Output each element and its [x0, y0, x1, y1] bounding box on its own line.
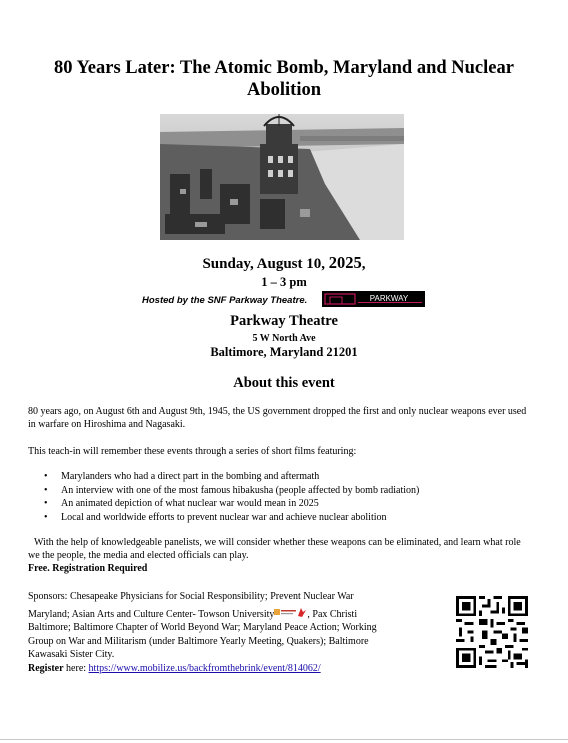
sponsors-line: Sponsors: Chesapeake Physicians for Social Responsibility; Prevent Nuclear War — [28, 591, 354, 602]
register-label: Register — [28, 662, 64, 674]
about-heading: About this event — [233, 375, 335, 391]
sponsors-line: Group on War and Militarism (under Baltimore Yearly Meeting, Quakers); Baltimore — [28, 635, 369, 647]
list-item-text: An animated depiction of what nuclear war would mean in 2025 — [61, 498, 319, 509]
hiroshima-ruins-photo — [160, 114, 404, 240]
event-date-suffix: , — [361, 256, 366, 272]
sponsors-line — [28, 607, 528, 622]
sponsors-line: Kawasaki Sister City. — [28, 649, 115, 660]
parkway-logo-text: PARKWAY — [369, 294, 409, 303]
venue-street: 5 W North Ave — [252, 333, 316, 344]
pax-christi-dove-icon — [296, 607, 307, 618]
event-title: 80 Years Later: The Atomic Bomb, Maryland and Nuclear Abolition — [54, 58, 514, 100]
teach-in-paragraph: This teach-in will remember these events through a series of short films featuring: — [28, 446, 357, 457]
event-time: 1 – 3 pm — [261, 275, 307, 289]
venue-name: Parkway Theatre — [230, 313, 338, 329]
event-date-text: Sunday, August 10, — [202, 256, 329, 272]
panel-paragraph: With the help of knowledgeable panelists, we will consider whether these weapons can be eliminated, and learn what role we the people, the media and elected officials can play. — [28, 537, 521, 561]
list-item: • Marylanders who had a direct part in the bombing and aftermath — [44, 471, 320, 482]
sponsors-line: Baltimore; Baltimore Chapter of World Beyond War; Maryland Peace Action; Working — [28, 622, 377, 633]
list-item-text: Local and worldwide efforts to prevent nuclear war and achieve nuclear abolition — [61, 511, 387, 523]
list-item: • An interview with one of the most famous hibakusha (people affected by bomb radiation) — [44, 484, 420, 496]
asian-arts-logo-icon — [274, 607, 296, 615]
hosted-by: Hosted by the SNF Parkway Theatre. — [142, 295, 308, 306]
list-item-text: An interview with one of the most famous hibakusha (people affected by bomb radiation) — [61, 484, 420, 496]
event-date — [0, 253, 568, 273]
event-year: 2025 — [328, 253, 362, 272]
page-divider — [0, 739, 568, 740]
sponsors-line-text: , Pax Christi — [307, 608, 358, 620]
free-registration: Free. Registration Required — [28, 563, 148, 574]
list-item-text: Marylanders who had a direct part in the bombing and aftermath — [61, 471, 320, 482]
list-item: • Local and worldwide efforts to prevent nuclear war and achieve nuclear abolition — [44, 511, 387, 523]
venue-city: Baltimore, Maryland 21201 — [210, 345, 358, 359]
qr-code-icon — [456, 596, 528, 668]
intro-paragraph: 80 years ago, on August 6th and August 9th, 1945, the US government dropped the first and only nuclear weapons ever used in warfare on Hiroshima and Nagasaki. — [28, 406, 527, 430]
register-line — [28, 662, 528, 676]
sponsors-block — [28, 590, 528, 675]
list-item: • An animated depiction of what nuclear war would mean in 2025 — [44, 498, 319, 509]
parkway-logo — [322, 291, 425, 307]
sponsors-line-text: Maryland; Asian Arts and Culture Center- Towson University — [28, 608, 275, 620]
register-after: here: — [63, 662, 89, 674]
film-list — [0, 470, 541, 524]
registration-link[interactable]: https://www.mobilize.us/backfromthebrink/event/814062/ — [88, 662, 321, 674]
